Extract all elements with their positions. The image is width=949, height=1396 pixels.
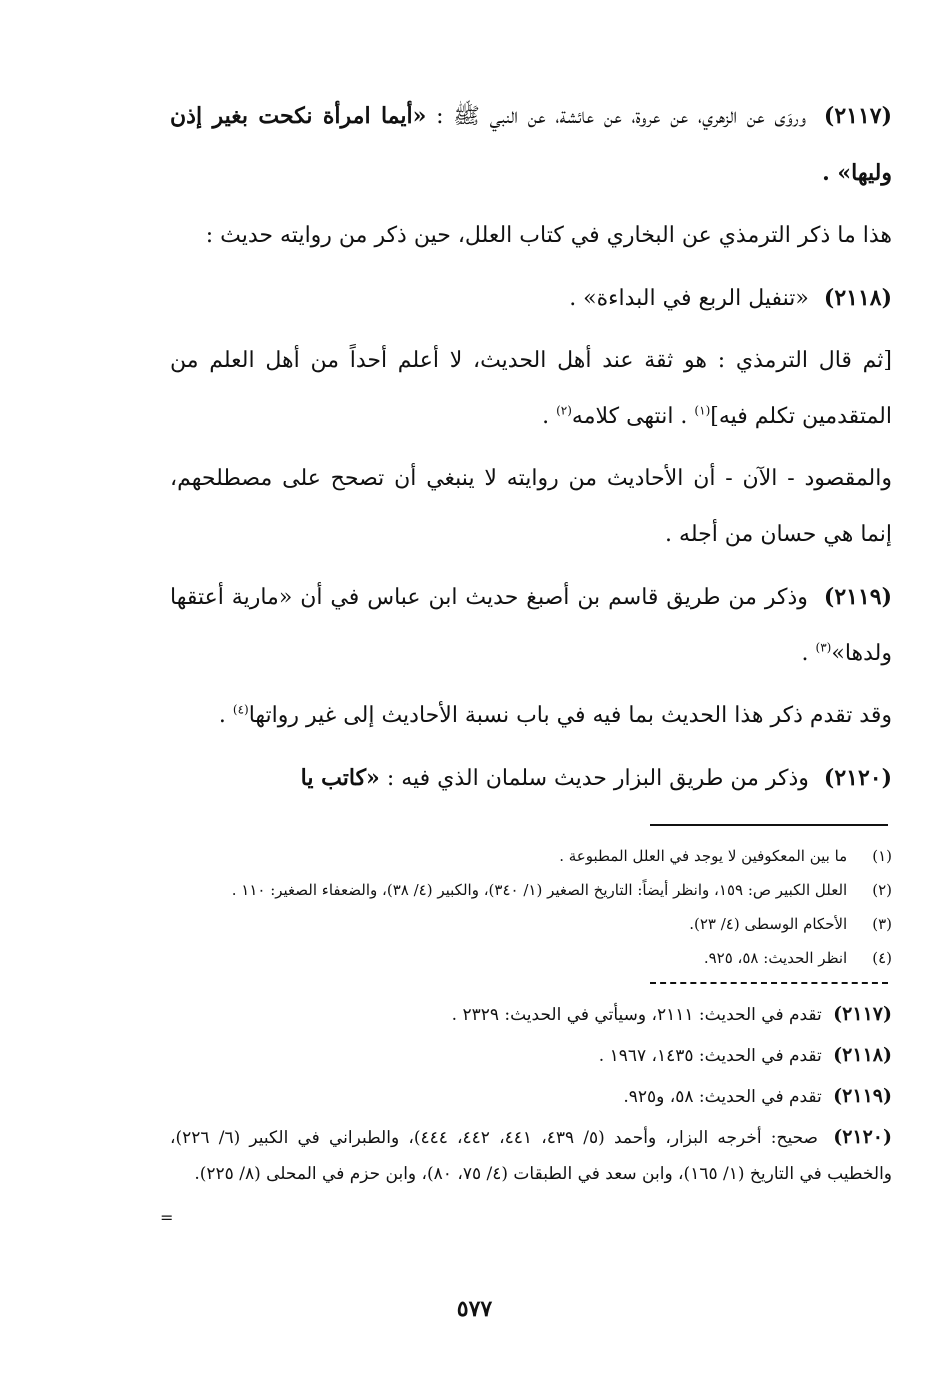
paragraph-text: والمقصود - الآن - أن الأحاديث من روايته لا ينبغي أن تصحح على مصطلحهم، إنما هي حسان من أجله . bbox=[170, 466, 892, 547]
main-text bbox=[170, 88, 892, 813]
reference-number: (٢١١٧) bbox=[833, 1003, 892, 1025]
paragraph-text: وذكر من طريق قاسم بن أصبغ حديث ابن عباس في أن «مارية أعتقها ولدها» bbox=[170, 585, 892, 666]
paragraph-text: . bbox=[218, 703, 233, 728]
paragraph-2117 bbox=[170, 88, 892, 202]
footnotes bbox=[170, 842, 892, 978]
paragraph-2119 bbox=[170, 569, 892, 682]
reference-number: (٢١١٩) bbox=[833, 1085, 892, 1107]
footnote-number: (٣) bbox=[872, 915, 892, 933]
hadith-number: (٢١٢٠) bbox=[823, 765, 892, 791]
reference-item bbox=[170, 1078, 892, 1115]
footnote-ref[interactable]: (٣) bbox=[815, 640, 832, 655]
reference-text: صحيح: أخرجه البزار، وأحمد (٥/ ٤٣٩، ٤٤١، ٤٤٢، ٤٤٤)، والطبراني في الكبير (٦/ ٢٢٦)، والخطيب في التاريخ (١/ ١٦٥)، وابن سعد في الطبقات (٤/ ٧٥، ٨٠)، وابن حزم في المحلى (٨/ ٢٢٥). bbox=[170, 1128, 892, 1184]
footnote-item bbox=[170, 944, 892, 972]
continuation-mark: = bbox=[160, 1208, 174, 1227]
footnote-number: (٢) bbox=[872, 881, 892, 899]
footnote-divider bbox=[650, 824, 888, 826]
paragraph-2118 bbox=[170, 270, 892, 327]
paragraph-text: . bbox=[801, 641, 816, 666]
reference-number: (٢١٢٠) bbox=[833, 1126, 893, 1148]
footnote-ref[interactable]: (١) bbox=[694, 403, 711, 418]
footnote-text: الأحكام الوسطى (٤/ ٢٣). bbox=[689, 915, 848, 933]
footnote-ref[interactable]: (٤) bbox=[232, 702, 249, 717]
paragraph-commentary bbox=[170, 208, 892, 264]
paragraph-text: وروَى عن الزهري، عن عروة، عن عائشة، عن النبي ﷺ : bbox=[436, 104, 807, 129]
footnote-text: العلل الكبير ص: ١٥٩، وانظر أيضاً: التاريخ الصغير (١/ ٣٤٠)، والكبير (٤/ ٣٨)، والضعفاء الصغير: ١١٠ . bbox=[231, 881, 848, 899]
paragraph-2120 bbox=[170, 750, 892, 807]
reference-item bbox=[170, 1037, 892, 1074]
paragraph-previous bbox=[170, 688, 892, 744]
footnote-ref[interactable]: (٢) bbox=[556, 403, 572, 418]
paragraph-maqsud bbox=[170, 451, 892, 563]
footnote-item bbox=[170, 842, 892, 870]
reference-number: (٢١١٨) bbox=[833, 1044, 892, 1066]
reference-text: تقدم في الحديث: ٥٨، و٩٢٥. bbox=[623, 1087, 822, 1107]
paragraph-text: [ثم قال الترمذي : هو ثقة عند أهل الحديث، لا أعلم أحداً من أهل العلم من المتقدمين تكلم فيه] bbox=[170, 348, 892, 429]
hadith-number: (٢١١٨) bbox=[823, 285, 892, 311]
hadith-number: (٢١١٩) bbox=[823, 584, 892, 610]
page-number: ٥٧٧ bbox=[456, 1296, 493, 1322]
hadith-quote: «كاتب يا bbox=[300, 765, 380, 791]
footnote-number: (١) bbox=[872, 847, 892, 865]
reference-text: تقدم في الحديث: ٢١١١، وسيأتي في الحديث: ٢٣٢٩ . bbox=[451, 1005, 822, 1025]
footnote-number: (٤) bbox=[872, 949, 892, 967]
reference-divider bbox=[650, 982, 888, 984]
reference-item bbox=[170, 996, 892, 1033]
paragraph-text: . bbox=[542, 404, 557, 429]
paragraph-text: . انتهى كلامه bbox=[571, 404, 695, 429]
footnote-text: ما بين المعكوفين لا يوجد في العلل المطبوعة . bbox=[559, 847, 848, 865]
footnote-item bbox=[170, 910, 892, 938]
paragraph-text: «تنفيل الربع في البداءة» . bbox=[569, 286, 809, 311]
hadith-references bbox=[170, 996, 892, 1196]
paragraph-text: وذكر من طريق البزار حديث سلمان الذي فيه : bbox=[386, 766, 809, 791]
paragraph-tirmidhi bbox=[170, 333, 892, 445]
hadith-quote: «أيما امرأة نكحت بغير إذن وليها» . bbox=[170, 103, 892, 186]
reference-item bbox=[170, 1119, 892, 1192]
footnote-text: انظر الحديث: ٥٨، ٩٢٥. bbox=[703, 949, 848, 967]
paragraph-text: هذا ما ذكر الترمذي عن البخاري في كتاب العلل، حين ذكر من روايته حديث : bbox=[205, 223, 892, 248]
footnote-item bbox=[170, 876, 892, 904]
reference-text: تقدم في الحديث: ١٤٣٥، ١٩٦٧ . bbox=[598, 1046, 822, 1066]
paragraph-text: وقد تقدم ذكر هذا الحديث بما فيه في باب نسبة الأحاديث إلى غير رواتها bbox=[248, 703, 892, 728]
hadith-number: (٢١١٧) bbox=[823, 103, 892, 129]
